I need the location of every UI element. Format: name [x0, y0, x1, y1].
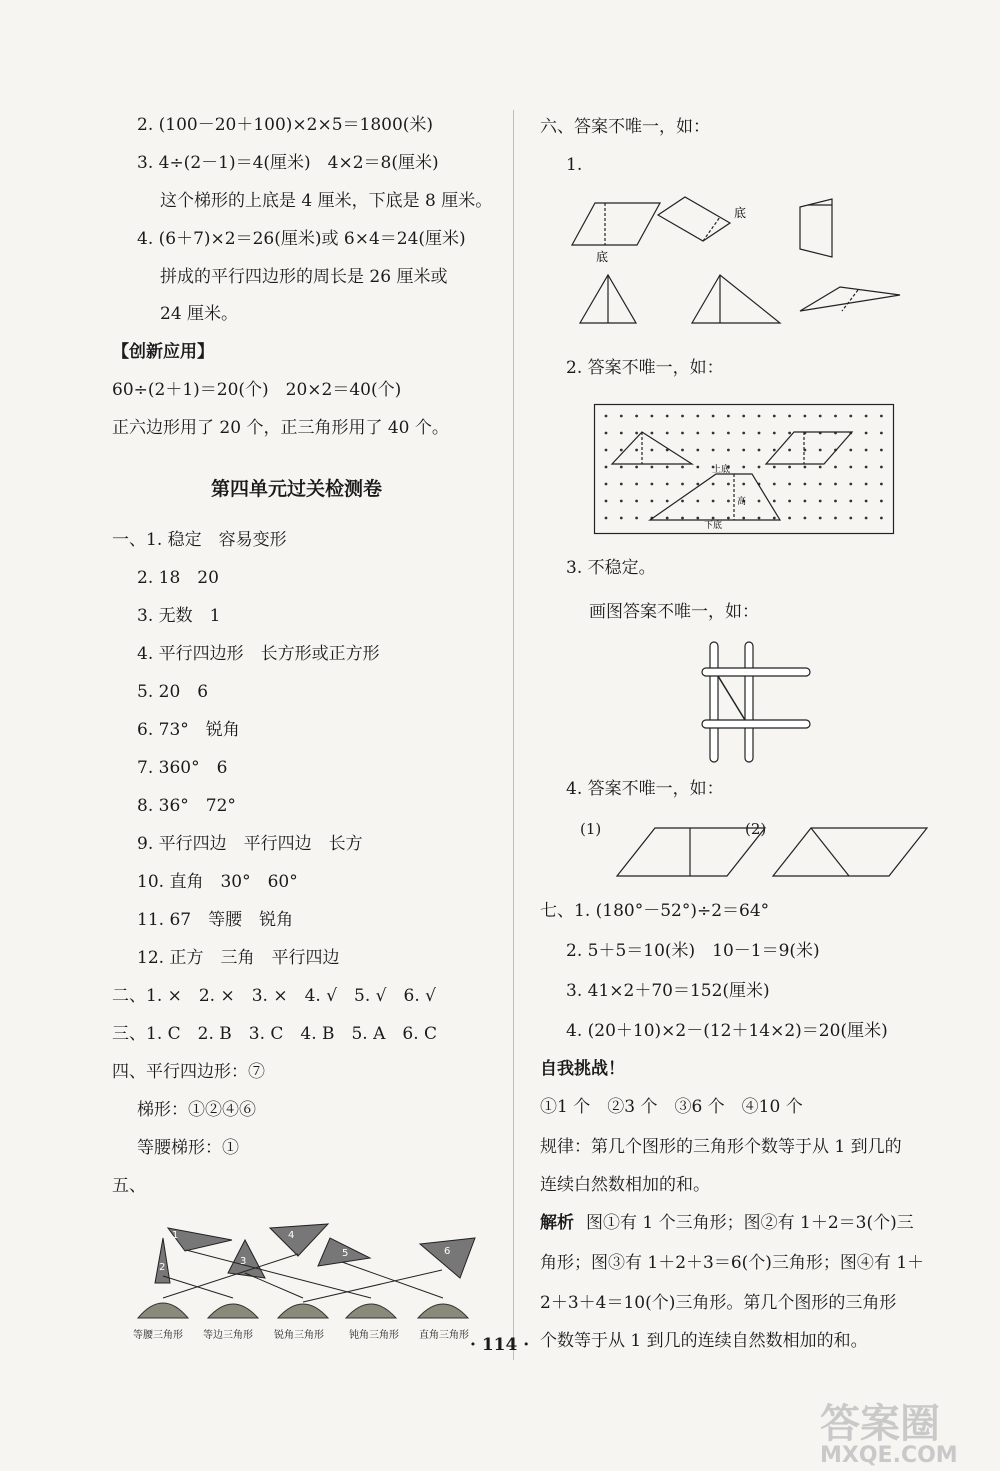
grid-dot	[681, 483, 684, 486]
grid-dot	[635, 432, 638, 435]
triangle-matching-illustration	[130, 1218, 500, 1358]
grid-height-label: 高	[737, 497, 747, 507]
grid-bottom-label: 下底	[704, 521, 723, 531]
grid-dot	[605, 517, 608, 520]
analysis-line: 图①有 1 个三角形；图②有 1＋2＝3(个)三	[586, 1213, 914, 1233]
grid-dot	[880, 483, 883, 486]
grid-dot	[635, 483, 638, 486]
grid-dot	[865, 415, 868, 418]
answer-line: 5. 20 6	[137, 682, 209, 702]
answer-line: 8. 36° 72°	[137, 796, 236, 816]
parallelogram-figures	[615, 826, 935, 878]
grid-dot	[635, 415, 638, 418]
grid-top-label: 上底	[712, 465, 731, 475]
grid-dot	[696, 483, 699, 486]
grid-dot	[880, 449, 883, 452]
column-divider	[513, 110, 514, 1360]
grid-dot	[635, 517, 638, 520]
answer-line: 二、1. × 2. × 3. × 4. √ 5. √ 6. √	[112, 986, 436, 1006]
grid-dot	[819, 449, 822, 452]
grid-dot	[651, 483, 654, 486]
triangle-number: 1	[172, 1230, 179, 1241]
grid-dot	[834, 483, 837, 486]
grid-dot	[880, 517, 883, 520]
grid-dot	[865, 500, 868, 503]
watermark	[820, 1392, 958, 1468]
grid-dot	[804, 500, 807, 503]
triangle-type-label: 钝角三角形	[349, 1330, 399, 1341]
answer-line: 7. 360° 6	[137, 758, 228, 778]
grid-dot	[773, 449, 776, 452]
grid-dot	[742, 466, 745, 469]
grid-dot	[834, 415, 837, 418]
height-drawing-figures	[570, 195, 930, 335]
grid-dot	[696, 500, 699, 503]
grid-dot	[620, 415, 623, 418]
answer-line: 1.	[566, 155, 583, 175]
grid-dot	[742, 449, 745, 452]
answer-line: 4. (6＋7)×2＝26(厘米)或 6×4＝24(厘米)	[137, 229, 466, 249]
grid-dot	[651, 449, 654, 452]
grid-dot	[758, 500, 761, 503]
grid-dot	[605, 466, 608, 469]
grid-dot	[666, 517, 669, 520]
grid-dot	[819, 517, 822, 520]
answer-line: 9. 平行四边 平行四边 长方	[137, 834, 363, 854]
grid-dot	[849, 500, 852, 503]
base-label: 底	[734, 206, 747, 220]
answer-line: 一、1. 稳定 容易变形	[112, 530, 287, 550]
grid-dot	[804, 415, 807, 418]
figure-label: (1)	[580, 820, 602, 838]
answer-line: 六、答案不唯一，如：	[540, 117, 710, 137]
grid-dot	[635, 449, 638, 452]
grid-dot	[849, 449, 852, 452]
grid-dot	[712, 432, 715, 435]
grid-dot	[788, 483, 791, 486]
section-heading: 【创新应用】	[112, 342, 214, 362]
grid-dot	[788, 415, 791, 418]
grid-dot	[727, 483, 730, 486]
grid-dot	[620, 500, 623, 503]
grid-dot	[788, 432, 791, 435]
triangle-type-label: 锐角三角形	[274, 1330, 324, 1341]
grid-dot	[834, 500, 837, 503]
answer-line: 五、	[112, 1176, 146, 1196]
grid-dot	[834, 517, 837, 520]
answer-line: 3. 41×2＋70＝152(厘米)	[566, 981, 770, 1001]
grid-dot	[758, 415, 761, 418]
grid-dot	[849, 483, 852, 486]
grid-dot	[865, 432, 868, 435]
grid-dot	[773, 483, 776, 486]
grid-dot	[681, 466, 684, 469]
grid-dot	[804, 483, 807, 486]
figure-label: (2)	[745, 820, 767, 838]
analysis-line: 2＋3＋4＝10(个)三角形。第几个图形的三角形	[540, 1293, 897, 1313]
triangle-type-label: 直角三角形	[419, 1330, 469, 1341]
grid-dot	[635, 466, 638, 469]
analysis-line: 角形；图③有 1＋2＋3＝6(个)三角形；图④有 1＋	[540, 1253, 925, 1273]
watermark-title: 答案圈	[820, 1401, 940, 1447]
grid-dot	[681, 449, 684, 452]
grid-dot	[758, 466, 761, 469]
answer-line: 11. 67 等腰 锐角	[137, 910, 294, 930]
grid-dot	[758, 517, 761, 520]
grid-dot	[605, 415, 608, 418]
answer-line: ①1 个 ②3 个 ③6 个 ④10 个	[540, 1097, 803, 1117]
answer-line: 规律：第几个图形的三角形个数等于从 1 到几的	[540, 1137, 902, 1157]
grid-dot	[788, 449, 791, 452]
grid-dot	[666, 415, 669, 418]
grid-dot	[834, 466, 837, 469]
grid-dot	[712, 483, 715, 486]
grid-dot	[849, 517, 852, 520]
triangle-type-label: 等边三角形	[203, 1330, 253, 1341]
grid-dot	[712, 415, 715, 418]
answer-line: 12. 正方 三角 平行四边	[137, 948, 340, 968]
section-title: 第四单元过关检测卷	[211, 478, 383, 500]
grid-dot	[681, 415, 684, 418]
grid-dot	[651, 500, 654, 503]
grid-dot	[773, 415, 776, 418]
grid-dot	[773, 517, 776, 520]
grid-dot	[651, 466, 654, 469]
grid-dot	[788, 466, 791, 469]
grid-dot	[742, 432, 745, 435]
grid-dot	[849, 415, 852, 418]
answer-line: 10. 直角 30° 60°	[137, 872, 298, 892]
triangle-type-label: 等腰三角形	[133, 1330, 183, 1341]
analysis-line: 个数等于从 1 到几的连续自然数相加的和。	[540, 1331, 868, 1351]
grid-dot	[712, 517, 715, 520]
triangle-number: 4	[288, 1230, 295, 1241]
grid-dot	[758, 432, 761, 435]
answer-line: 正六边形用了 20 个，正三角形用了 40 个。	[112, 418, 449, 438]
grid-dot	[880, 466, 883, 469]
answer-line: 画图答案不唯一，如：	[589, 602, 759, 622]
grid-dot	[727, 500, 730, 503]
grid-dot	[804, 517, 807, 520]
grid-dot	[696, 517, 699, 520]
grid-dot	[666, 500, 669, 503]
grid-dot	[819, 483, 822, 486]
answer-line: 2. (100－20＋100)×2×5＝1800(米)	[137, 115, 434, 135]
answer-line: 4. (20＋10)×2－(12＋14×2)＝20(厘米)	[566, 1021, 888, 1041]
answer-line: 4. 答案不唯一，如：	[566, 779, 724, 799]
grid-dot	[651, 432, 654, 435]
answer-line: 七、1. (180°－52°)÷2＝64°	[540, 901, 770, 921]
grid-dot	[666, 483, 669, 486]
answer-line: 这个梯形的上底是 4 厘米，下底是 8 厘米。	[160, 191, 493, 211]
grid-dot	[742, 415, 745, 418]
grid-dot	[758, 449, 761, 452]
grid-dot	[742, 517, 745, 520]
grid-dot	[865, 483, 868, 486]
grid-dot	[666, 466, 669, 469]
grid-dot	[651, 415, 654, 418]
triangle-number: 6	[444, 1246, 451, 1257]
grid-dot	[696, 415, 699, 418]
grid-dot	[666, 432, 669, 435]
grid-dot	[819, 415, 822, 418]
triangle-number: 2	[159, 1262, 166, 1273]
grid-dot	[605, 483, 608, 486]
grid-dot	[605, 432, 608, 435]
grid-dot	[696, 432, 699, 435]
grid-dot	[865, 517, 868, 520]
grid-dot	[605, 500, 608, 503]
grid-dot	[681, 432, 684, 435]
grid-dot	[742, 483, 745, 486]
grid-dot	[696, 466, 699, 469]
grid-dot	[819, 500, 822, 503]
grid-dot	[620, 483, 623, 486]
answer-line: 6. 73° 锐角	[137, 720, 240, 740]
grid-dot	[819, 466, 822, 469]
answer-line: 四、平行四边形：⑦	[112, 1062, 265, 1082]
challenge-heading: 自我挑战！	[540, 1059, 625, 1079]
grid-dot	[804, 466, 807, 469]
grid-dot	[773, 466, 776, 469]
grid-dot	[681, 500, 684, 503]
grid-dot	[880, 432, 883, 435]
grid-dot	[712, 449, 715, 452]
grid-dot	[620, 466, 623, 469]
grid-dot	[605, 449, 608, 452]
answer-line: 等腰梯形：①	[137, 1138, 239, 1158]
grid-dot	[696, 449, 699, 452]
answer-line: 三、1. C 2. B 3. C 4. B 5. A 6. C	[112, 1024, 438, 1044]
grid-dot	[727, 432, 730, 435]
grid-dot	[681, 517, 684, 520]
triangle-number: 3	[240, 1256, 247, 1267]
grid-dot	[620, 517, 623, 520]
grid-dot	[880, 500, 883, 503]
sticks-figure	[700, 640, 820, 765]
watermark-url: MXQE.COM	[820, 1443, 958, 1468]
grid-dot	[727, 415, 730, 418]
answer-line: 3. 不稳定。	[566, 558, 656, 578]
grid-dot	[773, 500, 776, 503]
grid-dot	[849, 466, 852, 469]
grid-dot	[788, 517, 791, 520]
dot-grid-figure	[594, 404, 894, 534]
analysis-label: 解析	[540, 1213, 574, 1233]
answer-line: 60÷(2＋1)＝20(个) 20×2＝40(个)	[112, 380, 402, 400]
answer-line: 2. 18 20	[137, 568, 219, 588]
grid-dot	[865, 466, 868, 469]
answer-line: 2. 答案不唯一，如：	[566, 358, 724, 378]
answer-line: 连续白然数相加的和。	[540, 1175, 710, 1195]
answer-line: 3. 4÷(2－1)＝4(厘米) 4×2＝8(厘米)	[137, 153, 439, 173]
answer-line: 2. 5＋5＝10(米) 10－1＝9(米)	[566, 941, 820, 961]
answer-line: 拼成的平行四边形的周长是 26 厘米或	[160, 267, 448, 287]
grid-dot	[620, 449, 623, 452]
answer-line: 24 厘米。	[160, 304, 239, 324]
grid-dot	[712, 500, 715, 503]
base-label: 底	[596, 250, 609, 264]
grid-dot	[620, 432, 623, 435]
answer-line: 4. 平行四边形 长方形或正方形	[137, 644, 380, 664]
answer-line: 3. 无数 1	[137, 606, 221, 626]
grid-dot	[788, 500, 791, 503]
grid-dot	[773, 432, 776, 435]
page-number: · 114 ·	[470, 1335, 530, 1355]
grid-dot	[727, 449, 730, 452]
grid-dot	[880, 415, 883, 418]
answer-line: 梯形：①②④⑥	[137, 1100, 256, 1120]
grid-dot	[727, 517, 730, 520]
grid-dot	[865, 449, 868, 452]
triangle-number: 5	[342, 1248, 349, 1259]
grid-dot	[635, 500, 638, 503]
